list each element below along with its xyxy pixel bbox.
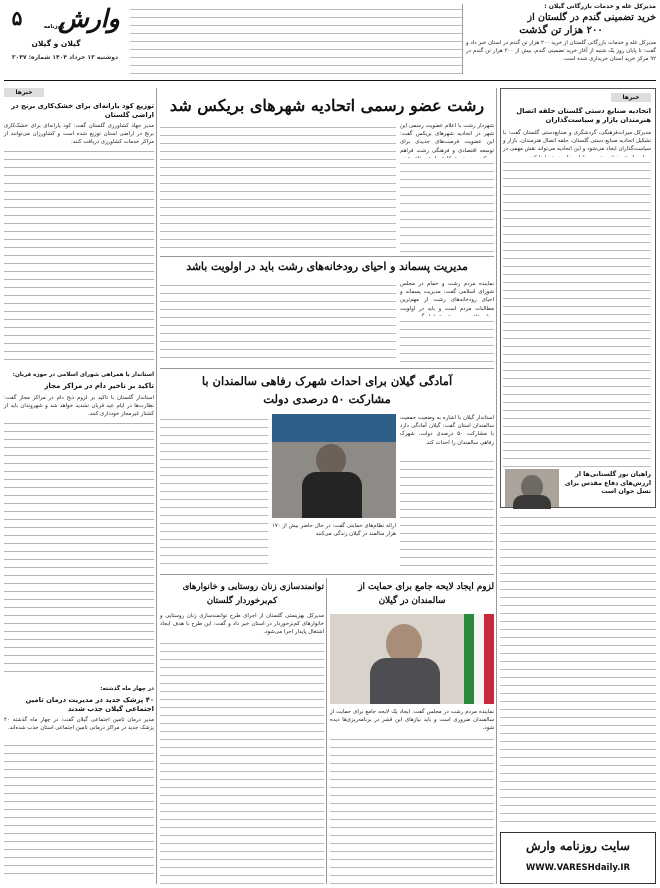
story-body: مدیرکل غله و خدمات بازرگانی گلستان از خرید ۲۰۰ هزار تن گندم در استان خبر داد و گفت: تا پایان روز یک شنبه از آغاز خرید تضمینی گندم، بیش از ۲۰۰ هزار تن گندم در ۹۲ مرکز خرید استان خریداری شده است. bbox=[466, 40, 657, 63]
story4-headline-1: لزوم ایجاد لایحه جامع برای حمایت از bbox=[358, 582, 494, 592]
site-ad-title: سایت روزنامه وارش bbox=[525, 839, 630, 853]
story2-body: نماینده مردم رشت و خمام در مجلس شورای اسلامی گفت: مدیریت پسماند و احیای رودخانه‌های رشت از مهم‌ترین مطالبات مردم است و باید در اولویت bbox=[400, 281, 494, 312]
story3-headline-2: مشارکت ۵۰ درصدی دولت bbox=[263, 392, 391, 406]
masthead bbox=[6, 6, 124, 72]
left-column bbox=[4, 88, 154, 884]
right-body-1: مدیرکل میراث‌فرهنگی، گردشگری و صنایع‌دستی گلستان گفت: با تشکیل اتحادیه صنایع دستی گلستان، حلقه اتصال هنرمندان، بازار و سیاست‌گذاران ایجاد می‌شود و این اتحادیه می‌تواند نقش مهمی در bbox=[503, 130, 651, 153]
top-center-text bbox=[130, 4, 462, 74]
left-body-2: استاندار گلستان با تاکید بر لزوم ذبح دام در مراکز مجاز گفت: نظارت‌ها در ایام عید قربان تشدید خواهد شد و شهروندان باید از کشتار غیرمجاز خودداری کنند. bbox=[4, 395, 154, 418]
story5-headline-1: توانمندسازی زنان روستایی و خانوارهای bbox=[182, 582, 324, 592]
portrait-photo bbox=[505, 469, 559, 507]
main-body: شهردار رشت با اعلام عضویت رسمی این شهر در اتحادیه شهرهای بریکس گفت: این عضویت فرصت‌های جدیدی برای توسعه اقتصادی و فرهنگی رشت فراهم bbox=[400, 123, 494, 154]
section-title: گیلان و گیلان bbox=[31, 39, 81, 48]
main-headline: رشت عضو رسمی اتحادیه شهرهای بریکس شد bbox=[169, 96, 485, 115]
right-body-2 bbox=[500, 512, 656, 828]
left-body-1: مدیر جهاد کشاورزی گلستان گفت: کود یارانه‌ای برای خشک‌کاری برنج در اراضی استان توزیع شده است و کشاورزان می‌توانند از مراکز خدمات کشاورزی دریافت کنند. bbox=[4, 123, 154, 146]
left-headline-3: ۴۰ پزشک جدید در مدیریت درمان تامین اجتماعی گیلان جذب شدند bbox=[25, 696, 154, 713]
story5-body: مدیرکل بهزیستی گلستان از اجرای طرح توانمندسازی زنان روستایی و خانوارهای کم‌برخوردار در استان خبر داد و گفت: این طرح با هدف ایجاد اشتغال پایدار اجرا می‌شود. bbox=[160, 613, 324, 636]
story3-headline-1: آمادگی گیلان برای احداث شهرک رفاهی سالمندان با bbox=[201, 374, 453, 388]
right-headline-2: راهیان نور گلستانی‌ها از ارزش‌های دفاع مقدس برای نسل جوان است bbox=[564, 471, 651, 495]
logo-prefix: روزنامه bbox=[43, 24, 65, 30]
left-kicker-3: در چهار ماه گذشته: bbox=[100, 686, 154, 692]
story4-headline-2: سالمندان در گیلان bbox=[378, 596, 446, 606]
site-ad[interactable] bbox=[500, 832, 656, 884]
page-number: ۵ bbox=[11, 6, 23, 30]
story3-photo bbox=[272, 414, 396, 518]
date-line: دوشنبه ۱۳ خرداد ۱۴۰۴ شماره: ۳۰۴۷ bbox=[11, 54, 119, 61]
site-ad-url[interactable]: WWW.VARESHdaily.IR bbox=[525, 863, 631, 873]
right-headline-1: اتحادیه صنایع دستی گلستان حلقه اتصال هنرمندان بازار و سیاست‌گذاران bbox=[516, 107, 651, 124]
left-headline-1: توزیع کود یارانه‌ای برای خشک‌کاری برنج در اراضی گلستان bbox=[11, 102, 154, 119]
headline-2: ۲۰۰ هزار تن گذشت bbox=[519, 25, 603, 36]
news-tag: خبرها bbox=[4, 88, 44, 97]
left-kicker-2: استاندار با همراهی شورای اسلامی در حوزه قربان: bbox=[12, 372, 154, 378]
left-body-3: مدیر درمان تامین اجتماعی گیلان گفت: در چهار ماه گذشته ۴۰ پزشک جدید در مراکز درمانی تامین اجتماعی استان جذب شده‌اند. bbox=[4, 717, 154, 732]
news-tag: خبرها bbox=[611, 93, 651, 102]
story4-photo bbox=[330, 614, 494, 704]
story4-body: نماینده مردم رشت در مجلس گفت: ایجاد یک لایحه جامع برای حمایت از سالمندان ضروری است و باید نیازهای این قشر در برنامه‌ریزی‌ها دیده شود. bbox=[330, 709, 494, 732]
story3-body: استاندار گیلان با اشاره به وضعیت جمعیت سالمندان استان گفت: گیلان آمادگی دارد با مشارکت ۵۰ درصدی دولت، شهرک رفاهی سالمندان را احداث کند. bbox=[400, 415, 494, 446]
story5-headline-2: کم‌برخوردار گلستان bbox=[206, 596, 278, 606]
story3-caption: ارائه نظام‌های حمایتی گفت: در حال حاضر بیش از ۱۷۰ هزار سالمند در گیلان زندگی می‌کنند bbox=[272, 523, 396, 538]
top-right-story bbox=[466, 3, 656, 77]
logo: وارش bbox=[58, 4, 120, 33]
right-column bbox=[500, 88, 656, 508]
story2-headline: مدیریت پسماند و احیای رودخانه‌های رشت باید در اولویت باشد bbox=[186, 260, 468, 273]
kicker: مدیرکل غله و خدمات بازرگانی گیلان : bbox=[544, 3, 656, 10]
headline: خرید تضمینی گندم در گلستان از bbox=[527, 12, 656, 23]
left-headline-2: تاکید بر تاخیر دام در مراکز مجاز bbox=[44, 382, 154, 390]
